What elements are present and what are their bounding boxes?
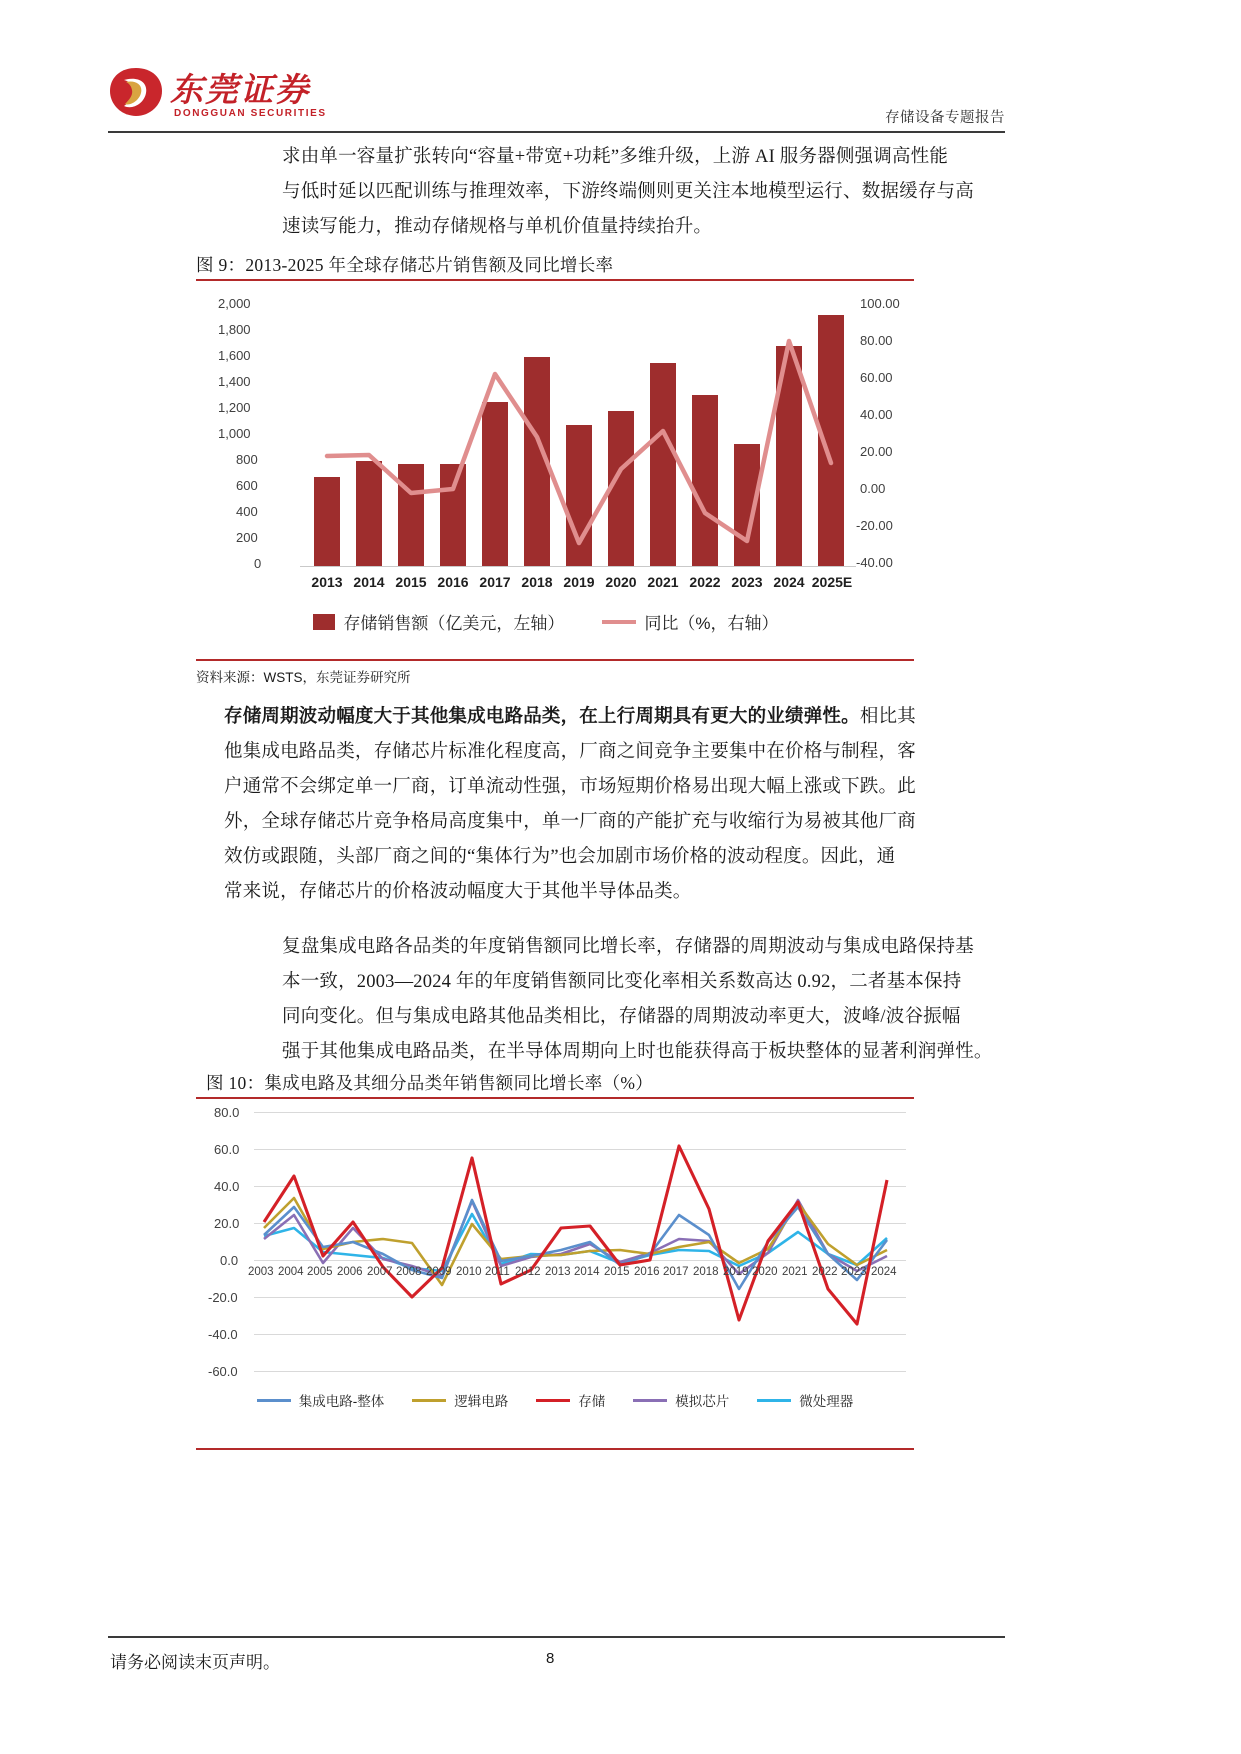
figure9-bottom-rule bbox=[196, 659, 914, 661]
xtick-2024: 2024 bbox=[773, 574, 805, 590]
figure10-bottom-rule bbox=[196, 1448, 914, 1450]
xtick-2022: 2022 bbox=[689, 574, 721, 590]
fig10-ytick-80: 80.0 bbox=[214, 1105, 240, 1120]
fig10-ytick-20: 20.0 bbox=[214, 1216, 240, 1231]
legend-bar-swatch-icon bbox=[313, 614, 335, 630]
y-right-tick-neg40: -40.00 bbox=[856, 555, 893, 570]
fig10-xtick-2004: 2004 bbox=[278, 1266, 304, 1278]
fig10-xtick-2018: 2018 bbox=[693, 1266, 719, 1278]
legend-line-analog-icon bbox=[633, 1399, 667, 1402]
header-report-title: 存储设备专题报告 bbox=[885, 110, 1005, 126]
legend-line-ic-icon bbox=[257, 1399, 291, 1402]
fig10-ytick-0: 0.0 bbox=[220, 1253, 239, 1268]
header-divider bbox=[108, 131, 1005, 133]
xtick-2020: 2020 bbox=[605, 574, 637, 590]
figure9-source: 资料来源：WSTS，东莞证券研究所 bbox=[196, 670, 411, 685]
y-left-tick-1400: 1,400 bbox=[218, 374, 251, 389]
xtick-2014: 2014 bbox=[353, 574, 385, 590]
footer-divider bbox=[108, 1636, 1005, 1638]
xtick-2025E: 2025E bbox=[811, 574, 853, 590]
y-right-tick-20: 20.00 bbox=[860, 444, 893, 459]
para2-line2: 他集成电路品类，存储芯片标准化程度高，厂商之间竞争主要集中在价格与制程，客 bbox=[224, 742, 916, 762]
figure10-series-svg bbox=[196, 1100, 914, 1430]
xtick-2016: 2016 bbox=[437, 574, 469, 590]
figure9-caption: 图 9：2013-2025 年全球存储芯片销售额及同比增长率 bbox=[196, 255, 614, 275]
y-left-tick-600: 600 bbox=[236, 478, 258, 493]
figure10-legend bbox=[196, 1390, 914, 1410]
fig10-xtick-2016: 2016 bbox=[634, 1266, 660, 1278]
footer-page-number: 8 bbox=[546, 1650, 555, 1667]
fig10-xtick-2014: 2014 bbox=[574, 1266, 600, 1278]
para3-line3: 同向变化。但与集成电路其他品类相比，存储器的周期波动率更大，波峰/波谷振幅 bbox=[282, 1007, 961, 1027]
legend-line-mpu-icon bbox=[757, 1399, 791, 1402]
y-left-tick-1800: 1,800 bbox=[218, 322, 251, 337]
fig10-xtick-2017: 2017 bbox=[663, 1266, 689, 1278]
legend-line-memory-icon bbox=[536, 1399, 570, 1402]
fig10-xtick-2006: 2006 bbox=[337, 1266, 363, 1278]
y-right-tick-neg20: -20.00 bbox=[856, 518, 893, 533]
fig10-xtick-2020: 2020 bbox=[752, 1266, 778, 1278]
logo-mark-icon bbox=[108, 66, 164, 118]
fig10-xtick-2015: 2015 bbox=[604, 1266, 630, 1278]
fig10-xtick-2007: 2007 bbox=[367, 1266, 393, 1278]
figure9-legend-bar-item bbox=[313, 609, 564, 634]
figure9-legend bbox=[196, 609, 896, 634]
paragraph-volatility bbox=[224, 700, 1022, 910]
footer-disclaimer: 请务必阅读末页声明。 bbox=[110, 1653, 280, 1672]
figure9-chart bbox=[196, 284, 914, 656]
fig10-xtick-2010: 2010 bbox=[456, 1266, 482, 1278]
xtick-2015: 2015 bbox=[395, 574, 427, 590]
xtick-2019: 2019 bbox=[563, 574, 595, 590]
fig10-xtick-2013: 2013 bbox=[545, 1266, 571, 1278]
figure10-legend-label-analog: 模拟芯片 bbox=[675, 1394, 730, 1409]
legend-line-logic-icon bbox=[412, 1399, 446, 1402]
y-left-tick-400: 400 bbox=[236, 504, 258, 519]
fig10-ytick-neg40: -40.0 bbox=[208, 1327, 238, 1342]
para2-line1 bbox=[224, 700, 1022, 735]
para2-line4: 外，全球存储芯片竞争格局高度集中，单一厂商的产能扩充与收缩行为易被其他厂商 bbox=[224, 812, 916, 832]
para1-line3: 速读写能力，推动存储规格与单机价值量持续抬升。 bbox=[282, 217, 713, 237]
y-left-tick-1000: 1,000 bbox=[218, 426, 251, 441]
legend-line-swatch-icon bbox=[602, 620, 636, 624]
y-right-tick-100: 100.00 bbox=[860, 296, 900, 311]
fig10-xtick-2005: 2005 bbox=[307, 1266, 333, 1278]
fig10-xtick-2008: 2008 bbox=[396, 1266, 422, 1278]
fig10-xtick-2012: 2012 bbox=[515, 1266, 541, 1278]
para3-line2: 本一致，2003—2024 年的年度销售额同比变化率相关系数高达 0.92，二者基本保持 bbox=[282, 972, 962, 992]
company-logo bbox=[108, 62, 378, 128]
fig10-xtick-2019: 2019 bbox=[723, 1266, 749, 1278]
figure9-legend-line-label: 同比（%，右轴） bbox=[644, 614, 779, 633]
xtick-2021: 2021 bbox=[647, 574, 679, 590]
para3-line1: 复盘集成电路各品类的年度销售额同比增长率，存储器的周期波动与集成电路保持基 bbox=[282, 937, 974, 957]
y-left-tick-0: 0 bbox=[254, 556, 262, 571]
figure10-legend-label-logic: 逻辑电路 bbox=[454, 1394, 509, 1409]
para2-lead-rest: 相比其 bbox=[859, 707, 916, 727]
figure10-caption-rule bbox=[196, 1097, 914, 1099]
figure10-chart bbox=[196, 1100, 914, 1430]
paragraph-correlation bbox=[282, 930, 1022, 1070]
para1-line1: 求由单一容量扩张转向“容量+带宽+功耗”多维升级，上游 AI 服务器侧强调高性能 bbox=[282, 147, 949, 167]
figure10-legend-item-logic bbox=[412, 1390, 508, 1410]
fig10-xtick-2024: 2024 bbox=[871, 1266, 897, 1278]
xtick-2023: 2023 bbox=[731, 574, 763, 590]
fig10-xtick-2009: 2009 bbox=[426, 1266, 452, 1278]
fig10-xtick-2022: 2022 bbox=[812, 1266, 838, 1278]
fig10-ytick-60: 60.0 bbox=[214, 1142, 240, 1157]
y-right-tick-0: 0.00 bbox=[860, 481, 886, 496]
xtick-2013: 2013 bbox=[311, 574, 343, 590]
para1-line2: 与低时延以匹配训练与推理效率，下游终端侧则更关注本地模型运行、数据缓存与高 bbox=[282, 182, 974, 202]
fig10-ytick-neg20: -20.0 bbox=[208, 1290, 238, 1305]
figure9-legend-line-item bbox=[602, 609, 778, 634]
fig10-ytick-40: 40.0 bbox=[214, 1179, 240, 1194]
para2-line5: 效仿或跟随，头部厂商之间的“集体行为”也会加剧市场价格的波动程度。因此，通 bbox=[224, 847, 896, 867]
figure10-legend-label-mpu: 微处理器 bbox=[799, 1394, 854, 1409]
figure10-legend-item-mpu bbox=[757, 1390, 853, 1410]
para3-line4: 强于其他集成电路品类，在半导体周期向上时也能获得高于板块整体的显著利润弹性。 bbox=[282, 1042, 993, 1062]
figure10-legend-item-memory bbox=[536, 1390, 605, 1410]
figure9-legend-bar-label: 存储销售额（亿美元，左轴） bbox=[343, 614, 565, 633]
y-right-tick-60: 60.00 bbox=[860, 370, 893, 385]
figure10-legend-label-ic: 集成电路-整体 bbox=[298, 1394, 385, 1409]
figure9-caption-rule bbox=[196, 279, 914, 281]
y-right-tick-40: 40.00 bbox=[860, 407, 893, 422]
fig10-ytick-neg60: -60.0 bbox=[208, 1364, 238, 1379]
figure9-yoy-line bbox=[196, 284, 914, 656]
figure10-legend-item-analog bbox=[633, 1390, 729, 1410]
figure10-legend-item-ic bbox=[257, 1390, 385, 1410]
figure10-legend-label-memory: 存储 bbox=[578, 1394, 606, 1409]
y-left-tick-200: 200 bbox=[236, 530, 258, 545]
paragraph-intro bbox=[282, 140, 1022, 245]
fig10-xtick-2011: 2011 bbox=[485, 1266, 510, 1278]
y-left-tick-800: 800 bbox=[236, 452, 258, 467]
para2-line3: 户通常不会绑定单一厂商，订单流动性强，市场短期价格易出现大幅上涨或下跌。此 bbox=[224, 777, 916, 797]
page-header bbox=[108, 62, 1005, 134]
y-left-tick-2000: 2,000 bbox=[218, 296, 251, 311]
para2-bold-lead: 存储周期波动幅度大于其他集成电路品类，在上行周期具有更大的业绩弹性。 bbox=[224, 707, 860, 727]
y-left-tick-1600: 1,600 bbox=[218, 348, 251, 363]
xtick-2017: 2017 bbox=[479, 574, 511, 590]
y-left-tick-1200: 1,200 bbox=[218, 400, 251, 415]
xtick-2018: 2018 bbox=[521, 574, 553, 590]
para2-line6: 常来说，存储芯片的价格波动幅度大于其他半导体品类。 bbox=[224, 882, 692, 902]
fig10-xtick-2021: 2021 bbox=[782, 1266, 808, 1278]
logo-text-cn: 东莞证券 bbox=[170, 73, 310, 109]
figure10-caption: 图 10：集成电路及其细分品类年销售额同比增长率（%） bbox=[206, 1073, 654, 1093]
logo-text-en: DONGGUAN SECURITIES bbox=[174, 108, 327, 119]
fig10-xtick-2023: 2023 bbox=[841, 1266, 867, 1278]
y-right-tick-80: 80.00 bbox=[860, 333, 893, 348]
fig10-xtick-2003: 2003 bbox=[248, 1266, 274, 1278]
